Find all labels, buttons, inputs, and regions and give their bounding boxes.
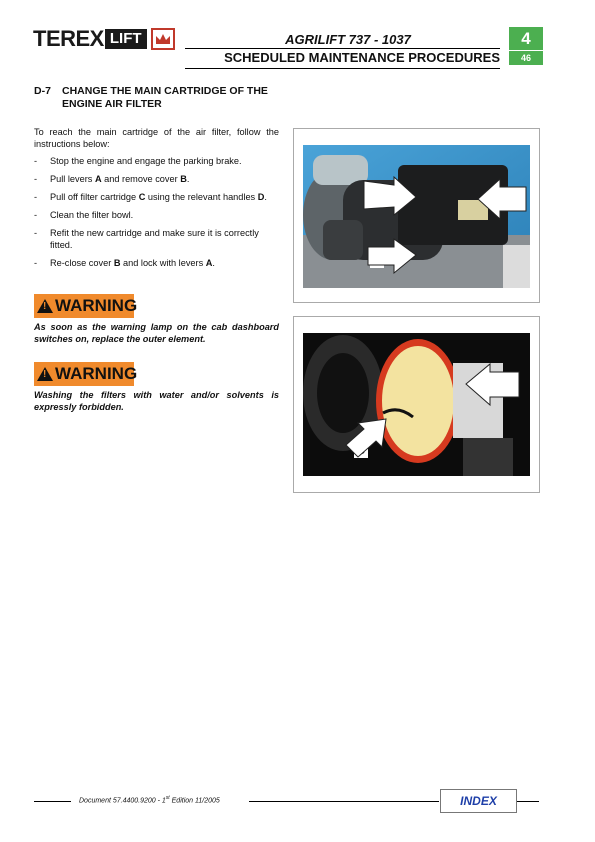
step-text: Clean the filter bowl. [50, 210, 134, 220]
figure-air-filter-housing [293, 128, 540, 303]
procedure-step [34, 155, 281, 167]
manual-title: AGRILIFT 737 - 1037 [285, 32, 411, 47]
step-text: Pull levers [50, 174, 95, 184]
list-bullet: - [34, 192, 38, 202]
part-reference: B [113, 258, 121, 268]
chapter-title: SCHEDULED MAINTENANCE PROCEDURES [224, 50, 500, 65]
chapter-number: 4 [509, 27, 543, 50]
callout-arrows [294, 129, 539, 302]
warning-triangle-icon: ! [37, 367, 53, 381]
step-text: . [264, 192, 267, 202]
terex-lift-logo [33, 27, 181, 51]
part-reference: B [180, 174, 187, 184]
warning-badge [34, 294, 138, 318]
section-title: CHANGE THE MAIN CARTRIDGE OF THE ENGINE AIR FILTER [62, 85, 268, 110]
section-code: D-7 [34, 85, 51, 97]
step-text: and remove cover [101, 174, 181, 184]
crown-icon [151, 28, 175, 50]
part-reference: D [257, 192, 265, 202]
list-bullet: - [34, 228, 38, 238]
procedure-step [34, 227, 281, 251]
list-bullet: - [34, 210, 38, 220]
step-text: Stop the engine and engage the parking brake. [50, 156, 242, 166]
warning-triangle-icon: ! [37, 299, 53, 313]
warning-message: As soon as the warning lamp on the cab dashboard switches on, replace the outer element. [34, 322, 279, 344]
document-reference: Document 57.4400.9200 - 1st Edition 11/2005 [79, 795, 220, 805]
step-text: Pull off filter cartridge [50, 192, 139, 202]
logo-lift-mark: LIFT [105, 29, 147, 49]
step-text: . [186, 174, 190, 184]
warning-label: WARNING [55, 364, 138, 383]
warning-label: WARNING [55, 296, 138, 315]
step-text: using the relevant handles [145, 192, 258, 202]
figure-filter-cartridge [293, 316, 540, 493]
callout-arrows [294, 317, 539, 492]
step-text: and lock with levers [120, 258, 206, 268]
warning-message: Washing the filters with water and/or solvents is expressly forbidden. [34, 390, 279, 412]
procedure-step [34, 173, 281, 185]
logo-wordmark: TEREX [33, 26, 104, 51]
list-bullet: - [34, 174, 38, 184]
list-bullet: - [34, 156, 38, 166]
page-number: 46 [509, 51, 543, 65]
part-reference: C [138, 192, 146, 202]
procedure-step [34, 191, 281, 203]
header-rule [185, 48, 500, 49]
step-text: Re-close cover [50, 258, 114, 268]
footer-rule-middle [249, 801, 439, 802]
list-bullet: - [34, 258, 38, 268]
procedure-step [34, 257, 281, 269]
footer-rule-right [517, 801, 539, 802]
intro-text: To reach the main cartridge of the air filter, follow the instructions below: [34, 127, 279, 149]
footer-rule-left [34, 801, 71, 802]
part-reference: A [94, 174, 102, 184]
procedure-step [34, 209, 281, 221]
step-text: . [212, 258, 215, 268]
part-reference: A [205, 258, 213, 268]
index-link[interactable]: INDEX [440, 789, 517, 813]
procedure-steps [34, 155, 281, 275]
warning-badge [34, 362, 138, 386]
step-text: Refit the new cartridge and make sure it is correctly fitted. [50, 228, 259, 250]
header-rule-bottom [185, 68, 500, 69]
